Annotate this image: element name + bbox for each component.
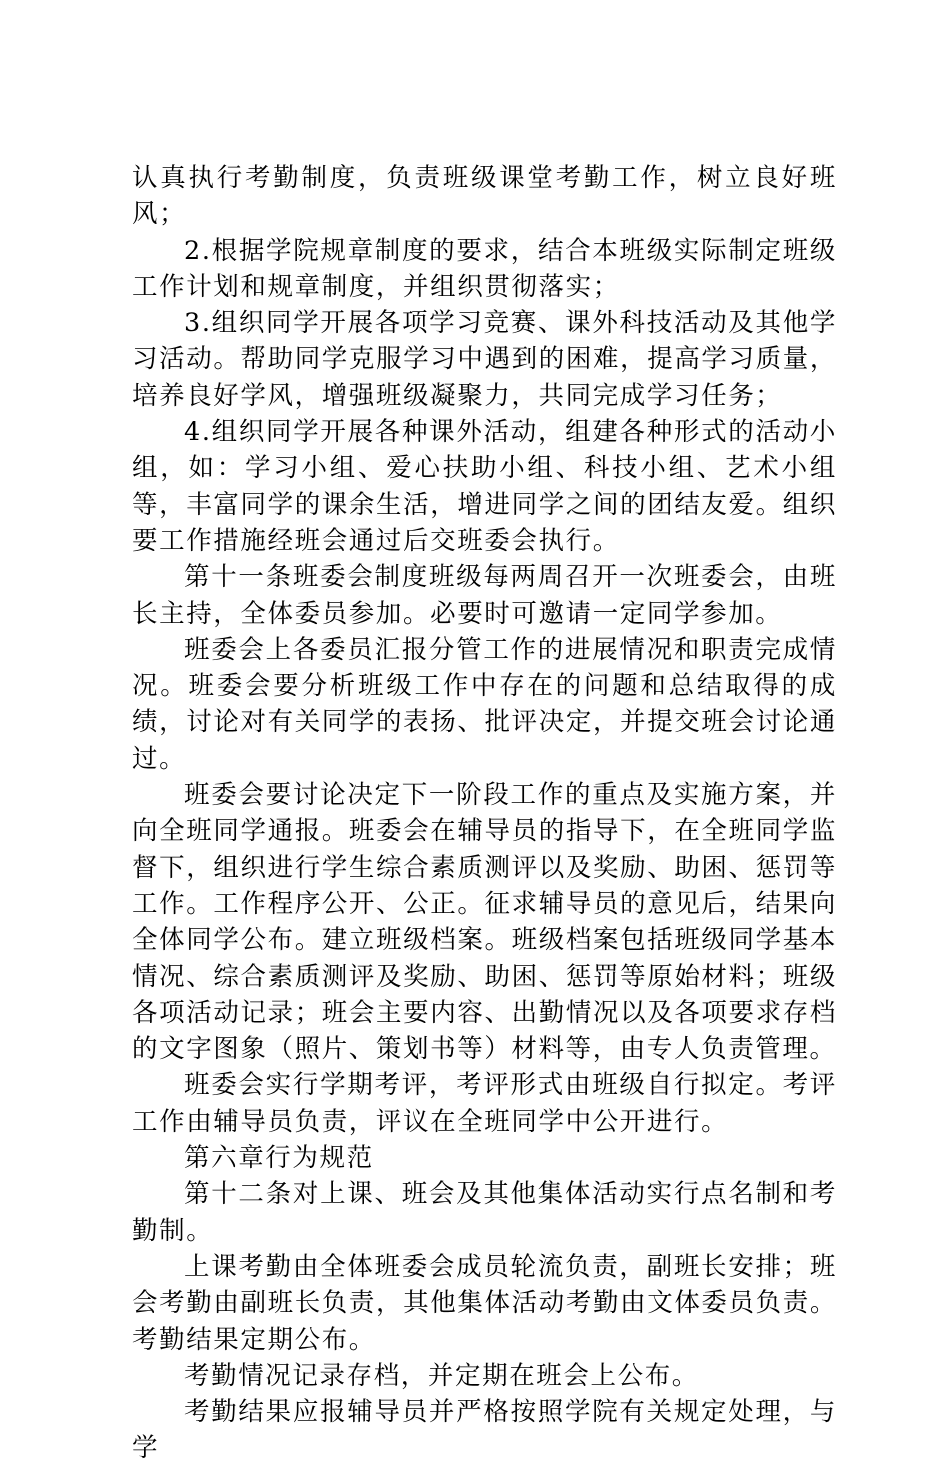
paragraph-6: 班委会上各委员汇报分管工作的进展情况和职责完成情况。班委会要分析班级工作中存在的问题和总结取得的成绩，讨论对有关同学的表扬、批评决定，并提交班会讨论通过。: [132, 634, 837, 774]
paragraph-4: 4.组织同学开展各种课外活动，组建各种形式的活动小组，如：学习小组、爱心扶助小组、科技小组、艺术小组等，丰富同学的课余生活，增进同学之间的团结友爱。组织要工作措施经班会通过后交班委会执行。: [132, 417, 837, 556]
paragraph-7: 班委会要讨论决定下一阶段工作的重点及实施方案，并向全班同学通报。班委会在辅导员的指导下，在全班同学监督下，组织进行学生综合素质测评以及奖励、助困、惩罚等工作。工作程序公开、公正。征求辅导员的意见后，结果向全体同学公布。建立班级档案。班级档案包括班级同学基本情况、综合素质测评及奖励、助困、惩罚等原始材料；班级各项活动记录；班会主要内容、出勤情况以及各项要求存档的文字图象（照片、策划书等）材料等，由专人负责管理。: [132, 780, 837, 1065]
document-body: [132, 160, 837, 1467]
paragraph-2: 2.根据学院规章制度的要求，结合本班级实际制定班级工作计划和规章制度，并组织贯彻落实；: [132, 235, 837, 302]
paragraph-13: 考勤结果应报辅导员并严格按照学院有关规定处理，与学: [132, 1397, 837, 1464]
paragraph-3: 3.组织同学开展各项学习竞赛、课外科技活动及其他学习活动。帮助同学克服学习中遇到的困难，提高学习质量，培养良好学风，增强班级凝聚力，共同完成学习任务；: [132, 308, 837, 411]
paragraph-5: 第十一条班委会制度班级每两周召开一次班委会，由班长主持，全体委员参加。必要时可邀请一定同学参加。: [132, 562, 837, 629]
paragraph-12: 考勤情况记录存档，并定期在班会上公布。: [184, 1360, 699, 1391]
chapter-heading: 第六章行为规范: [184, 1143, 374, 1174]
paragraph-11: 上课考勤由全体班委会成员轮流负责，副班长安排；班会考勤由副班长负责，其他集体活动考勤由文体委员负责。考勤结果定期公布。: [132, 1251, 837, 1355]
paragraph-1: 认真执行考勤制度，负责班级课堂考勤工作，树立良好班风；: [132, 163, 837, 230]
paragraph-10: 第十二条对上课、班会及其他集体活动实行点名制和考勤制。: [132, 1179, 837, 1246]
paragraph-8: 班委会实行学期考评，考评形式由班级自行拟定。考评工作由辅导员负责，评议在全班同学中公开进行。: [132, 1070, 837, 1137]
